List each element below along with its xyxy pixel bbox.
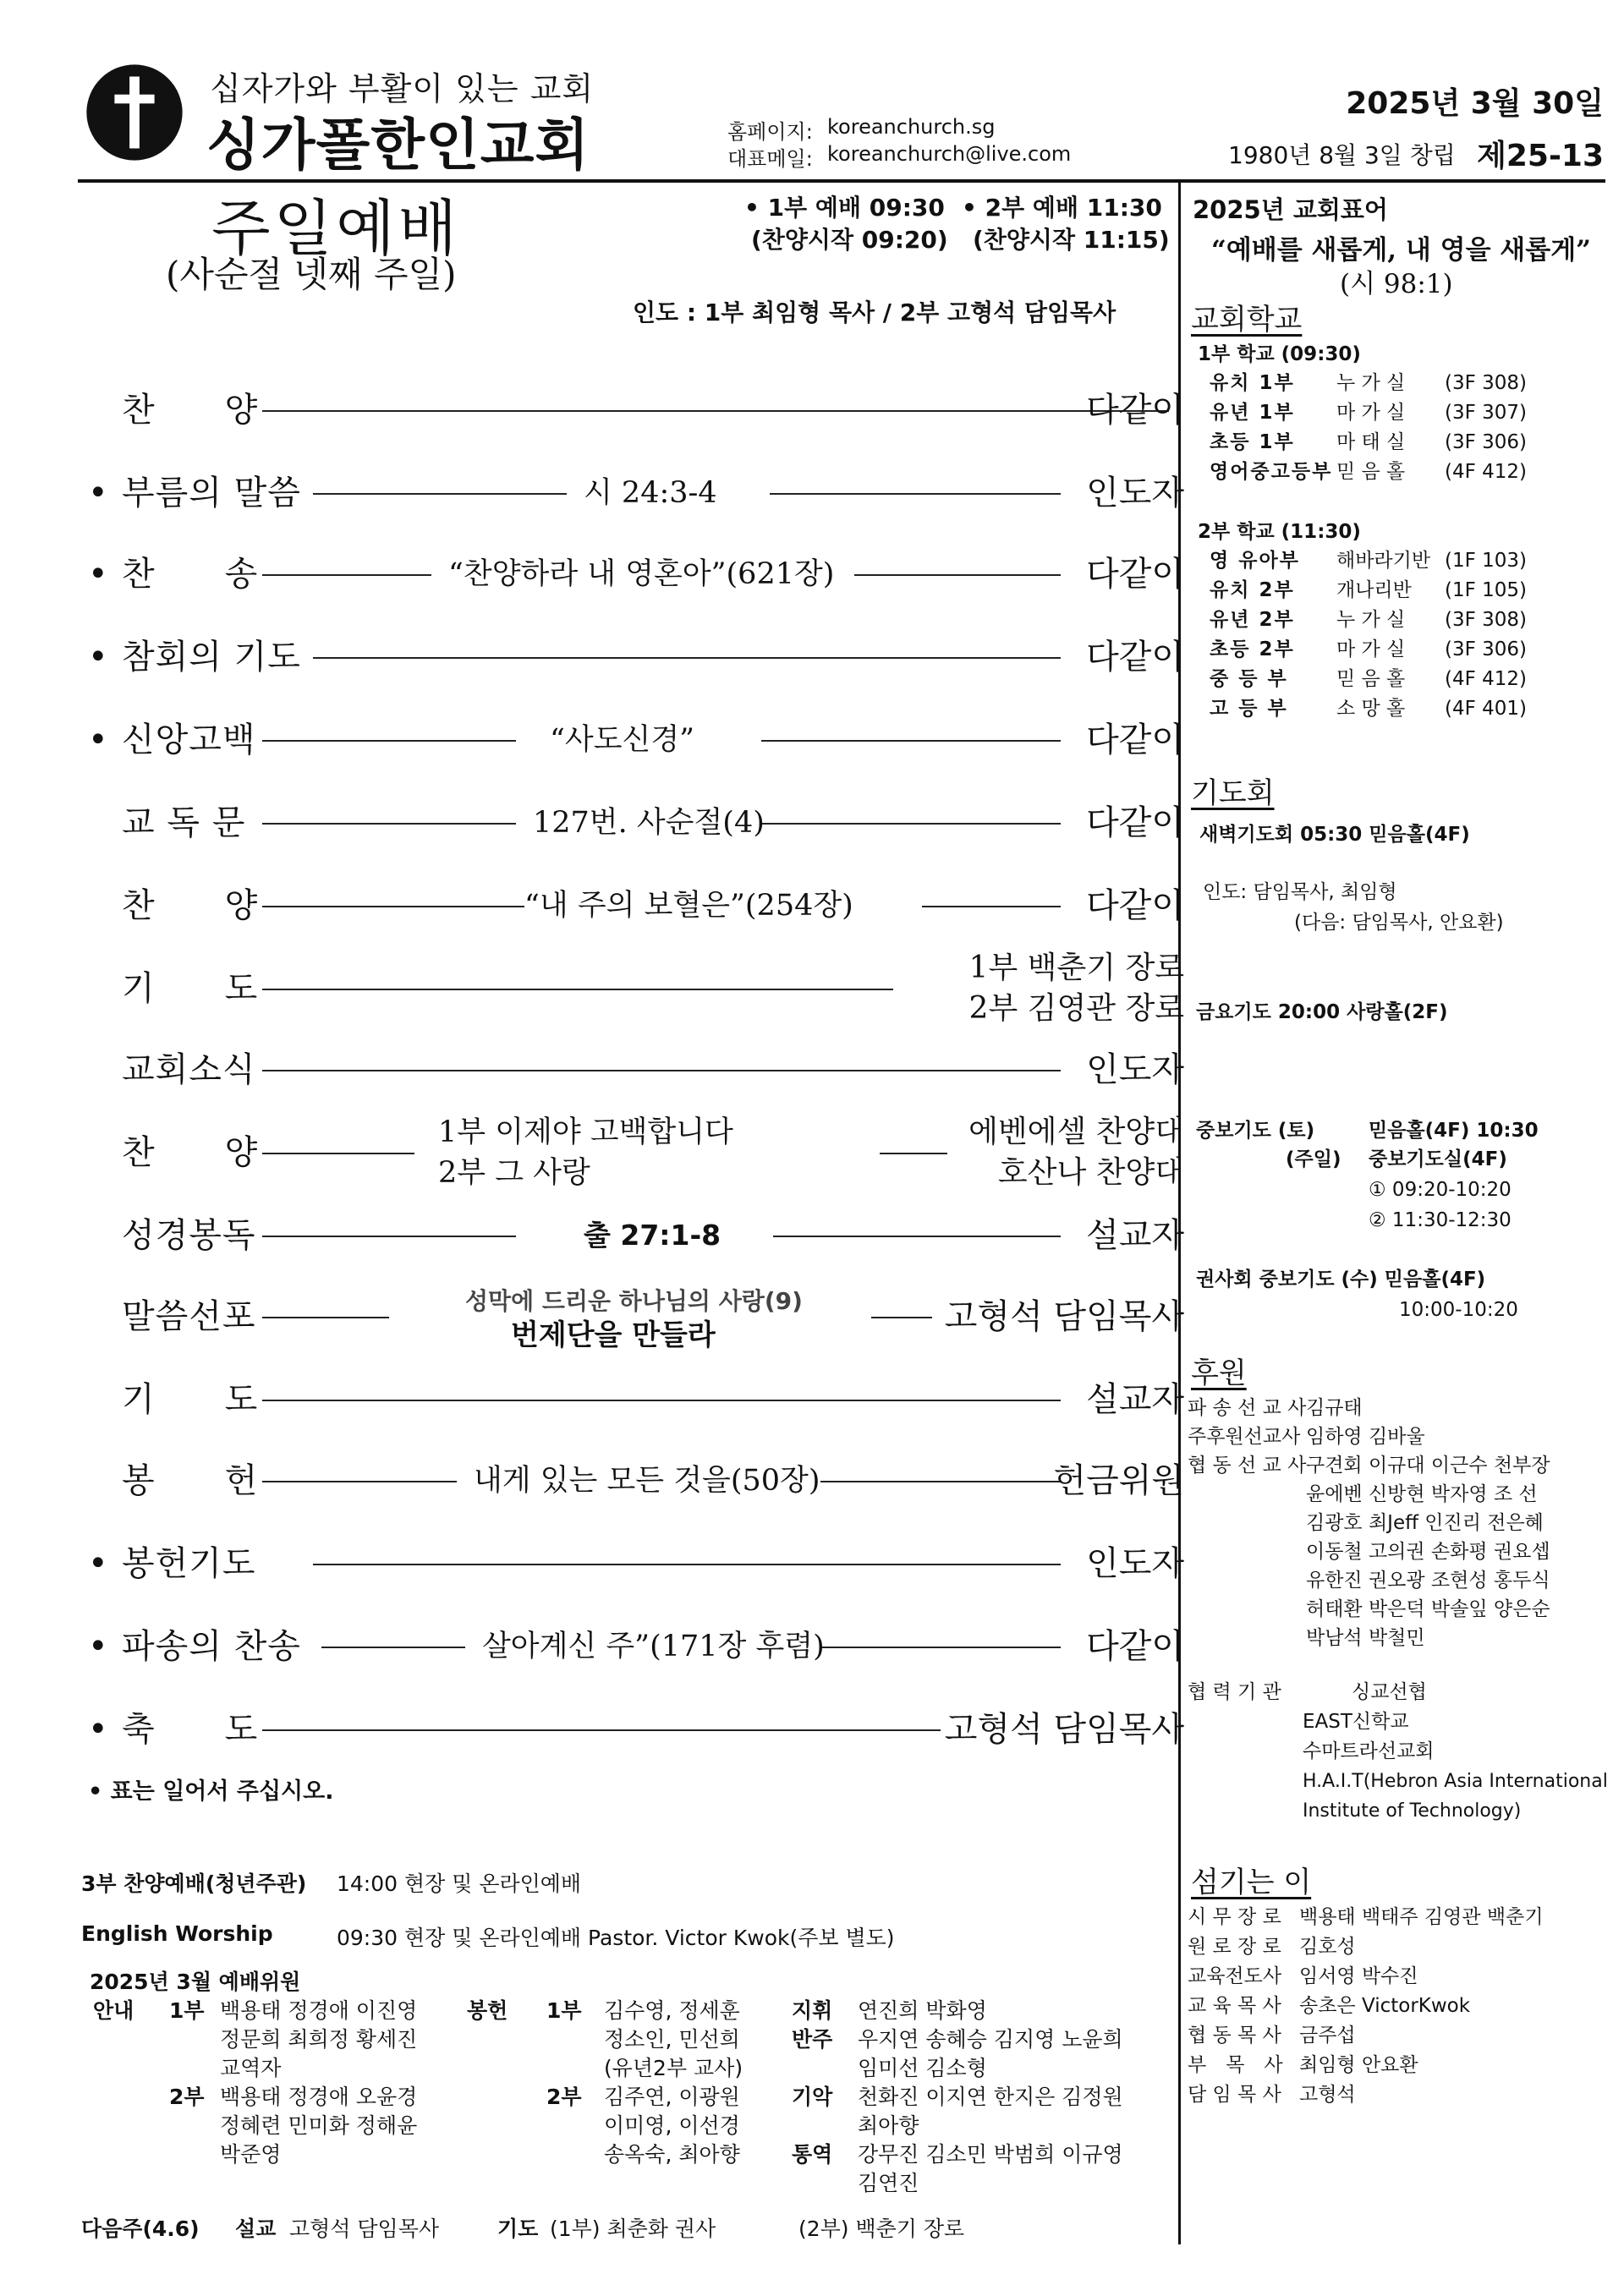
order-mid: 127번. 사순절(4)	[533, 806, 765, 840]
staff-role: 시 무 장 로	[1188, 1906, 1281, 1928]
leader-line	[262, 410, 1169, 412]
coop-missionary-line: 유한진 권오광 조현성 홍두식	[1306, 1570, 1550, 1592]
leader-line	[880, 1153, 947, 1154]
leader-line	[262, 1070, 1061, 1071]
bullet-icon: •	[88, 555, 108, 594]
school-dept: 유치 2부	[1210, 579, 1295, 601]
guide-2-label: 2부	[169, 2085, 205, 2109]
bulletin-date: 2025년 3월 30일	[1346, 86, 1604, 121]
staff-names: 송초은 VictorKwok	[1299, 1995, 1471, 2017]
order-right: 다같이	[1086, 1627, 1184, 1666]
order-label: 찬 양	[122, 391, 259, 430]
school-location: (4F 401)	[1445, 698, 1528, 720]
school-location: (4F 412)	[1445, 668, 1528, 690]
order-row	[88, 1536, 1184, 1592]
leader-line	[321, 1647, 465, 1648]
instrumental-line: 천화진 이지연 한지은 김정원	[858, 2085, 1123, 2109]
order-mid: “사도신경”	[550, 723, 695, 757]
order-label: 참회의 기도	[122, 638, 301, 677]
offering-1-label: 1부	[546, 1998, 582, 2023]
order-label: 봉헌기도	[122, 1544, 256, 1583]
coop-org-line: Institute of Technology)	[1303, 1800, 1522, 1822]
coop-missionary-label: 협 동 선 교 사	[1188, 1455, 1307, 1477]
order-mid: 1부 이제야 고백합니다	[438, 1115, 733, 1149]
school-dept: 초등 1부	[1210, 431, 1295, 453]
coop-missionary-line: 윤에벤 신방현 박자영 조 선	[1306, 1483, 1538, 1505]
offering-label: 봉헌	[467, 1998, 508, 2023]
order-row	[88, 1619, 1184, 1674]
next-prayer-1: (1부) 최춘화 권사	[550, 2217, 716, 2241]
sermon-title: 번제단을 만들라	[511, 1318, 716, 1352]
coop-org-line: 싱교선협	[1352, 1681, 1427, 1703]
motto-reference: (시 98:1)	[1340, 269, 1453, 299]
order-right: 호산나 찬양대	[997, 1155, 1184, 1190]
order-right: 1부 백춘기 장로	[968, 951, 1184, 985]
deaconess-prayer: 권사회 중보기도 (수) 믿음홀(4F)	[1196, 1269, 1486, 1290]
homepage-link[interactable]: koreanchurch.sg	[827, 115, 996, 139]
interpreter-label: 통역	[792, 2142, 833, 2167]
school-room: 누 가 실	[1336, 609, 1406, 631]
school-room: 누 가 실	[1336, 372, 1406, 394]
instrumental-line: 최아향	[858, 2113, 919, 2138]
order-row	[88, 1701, 1184, 1757]
coop-missionary-line: 박남석 박철민	[1306, 1627, 1425, 1649]
order-right: 에벤에셀 찬양대	[968, 1115, 1184, 1149]
coop-missionary-line: 이동철 고의권 손화평 권요셉	[1306, 1541, 1550, 1563]
school-location: (3F 308)	[1445, 372, 1528, 394]
order-right: 2부 김영관 장로	[968, 991, 1184, 1026]
leader-line	[820, 1481, 1061, 1482]
guide-2-line: 박준영	[220, 2142, 282, 2167]
staff-names: 김호성	[1299, 1936, 1356, 1958]
email-link[interactable]: koreanchurch@live.com	[827, 142, 1072, 166]
order-right: 다같이	[1086, 803, 1184, 842]
order-right: 고형석 담임목사	[944, 1297, 1184, 1336]
leader-line	[761, 740, 1061, 742]
interpreter-line: 강무진 김소민 박범희 이규영	[858, 2142, 1123, 2167]
school-2-title: 2부 학교 (11:30)	[1198, 521, 1361, 543]
order-row	[93, 1287, 1184, 1352]
coop-org-line: 수마트라선교회	[1303, 1740, 1435, 1762]
staff-names: 임서영 박수진	[1299, 1965, 1418, 1987]
interpreter-line: 김연진	[858, 2171, 919, 2195]
dawn-prayer-leader: 인도: 담임목사, 최임형	[1203, 881, 1397, 903]
order-row	[88, 629, 1184, 685]
order-row	[88, 712, 1184, 768]
homepage-label: 홈페이지:	[727, 120, 813, 144]
staff-role: 협 동 목 사	[1188, 2025, 1281, 2047]
leader-line	[262, 1400, 1061, 1401]
school-location: (1F 103)	[1445, 550, 1528, 572]
school-dept: 영어중고등부	[1210, 461, 1333, 483]
leader-line	[770, 493, 1061, 495]
order-label: 교회소식	[122, 1050, 256, 1089]
order-mid: “내 주의 보혈은”(254장)	[524, 889, 853, 923]
order-label: 봉 헌	[122, 1461, 259, 1500]
service1-time: • 1부 예배 09:30	[744, 194, 945, 222]
youth-service-value: 14:00 현장 및 온라인예배	[337, 1871, 582, 1896]
offering-1-line: 김수영, 정세훈	[604, 1998, 740, 2023]
staff-role: 교 육 목 사	[1188, 1995, 1281, 2017]
email-label: 대표메일:	[727, 147, 813, 171]
staff-title: 섬기는 이	[1191, 1866, 1312, 1899]
staff-names: 고형석	[1299, 2084, 1356, 2106]
order-label: 부름의 말씀	[122, 474, 301, 512]
leader-line	[262, 1236, 516, 1237]
offering-2-line: 김주연, 이광원	[604, 2085, 740, 2109]
coop-org-line: H.A.I.T(Hebron Asia International	[1303, 1771, 1608, 1792]
offering-1-line: 정소인, 민선희	[604, 2027, 740, 2052]
offering-2-label: 2부	[546, 2085, 582, 2109]
coop-missionary-line: 구견회 이규대 이근수 천부장	[1306, 1455, 1550, 1477]
staff-names: 백용태 백태주 김영관 백춘기	[1299, 1906, 1544, 1928]
motto-title: 2025년 교회표어	[1193, 195, 1388, 224]
order-row	[88, 546, 1184, 602]
intercession-sun: 중보기도실(4F)	[1369, 1148, 1507, 1170]
order-right: 고형석 담임목사	[944, 1710, 1184, 1749]
school-location: (3F 306)	[1445, 431, 1528, 453]
order-right: 인도자	[1086, 1544, 1184, 1583]
order-right: 인도자	[1086, 1050, 1184, 1089]
church-name: 싱가폴한인교회	[206, 112, 590, 178]
guide-1-line: 교역자	[220, 2056, 282, 2080]
servers-title: 2025년 3월 예배위원	[90, 1970, 301, 1994]
order-row	[93, 1042, 1184, 1098]
accompanist-label: 반주	[792, 2027, 833, 2052]
order-right: 다같이	[1086, 886, 1184, 925]
order-mid: 살아계신 주”(171장 후렴)	[482, 1630, 825, 1663]
leader-line	[761, 823, 1061, 825]
support-title: 후원	[1191, 1356, 1247, 1390]
order-label: 성경봉독	[122, 1216, 256, 1255]
order-row	[93, 795, 1184, 851]
intercession-sat-label: 중보기도 (토)	[1196, 1120, 1315, 1142]
leader-line	[262, 574, 431, 576]
order-label: 신앙고백	[122, 721, 256, 759]
dawn-prayer: 새벽기도회 05:30 믿음홀(4F)	[1199, 824, 1470, 846]
order-label: 찬 양	[122, 886, 259, 925]
bullet-icon: •	[88, 638, 108, 677]
coop-org-label: 협 력 기 관	[1188, 1681, 1281, 1703]
school-title: 교회학교	[1191, 303, 1303, 337]
school-1-title: 1부 학교 (09:30)	[1198, 343, 1361, 365]
leader-line	[871, 1317, 932, 1318]
order-label: 기 도	[122, 969, 259, 1008]
order-right: 헌금위원	[1053, 1461, 1184, 1500]
weekend-missionary-names: 임하영 김바울	[1306, 1426, 1425, 1448]
leader-line	[262, 1153, 414, 1154]
church-subtitle: 십자가와 부활이 있는 교회	[210, 70, 595, 107]
worship-leaders: 인도 : 1부 최임형 목사 / 2부 고형석 담임목사	[633, 299, 1116, 326]
accompanist-line: 임미선 김소형	[858, 2056, 987, 2080]
order-row	[93, 1208, 1184, 1263]
school-location: (3F 308)	[1445, 609, 1528, 631]
order-label: 말씀선포	[122, 1297, 256, 1336]
order-row	[93, 878, 1184, 934]
friday-prayer: 금요기도 20:00 사랑홀(2F)	[1196, 1001, 1448, 1023]
staff-role: 원 로 장 로	[1188, 1936, 1281, 1958]
weekend-missionary-label: 주후원선교사	[1188, 1426, 1301, 1448]
school-dept: 유치 1부	[1210, 372, 1295, 394]
school-location: (3F 306)	[1445, 638, 1528, 660]
motto-text: “예배를 새롭게, 내 영을 새롭게”	[1211, 235, 1591, 266]
bullet-icon: •	[88, 474, 108, 512]
founded-date: 1980년 8월 3일 창립	[1228, 141, 1456, 169]
school-dept: 중 등 부	[1210, 668, 1288, 690]
intercession-sun-label: (주일)	[1286, 1148, 1341, 1170]
bullet-icon: •	[88, 721, 108, 759]
leader-line	[262, 823, 516, 825]
dawn-prayer-next: (다음: 담임목사, 안요환)	[1294, 912, 1504, 934]
school-room: 개나리반	[1336, 579, 1412, 601]
bullet-icon: •	[88, 1710, 108, 1749]
leader-line	[262, 740, 516, 742]
next-prayer-label: 기도	[497, 2217, 539, 2241]
next-week-label: 다음주(4.6)	[81, 2217, 200, 2241]
offering-1-line: (유년2부 교사)	[604, 2056, 743, 2080]
school-location: (3F 307)	[1445, 402, 1528, 424]
order-row	[93, 1372, 1184, 1427]
leader-line	[313, 1564, 1061, 1565]
order-right: 설교자	[1086, 1216, 1184, 1255]
order-right: 다같이	[1086, 638, 1184, 677]
order-right: 인도자	[1086, 474, 1184, 512]
next-sermon: 고형석 담임목사	[289, 2217, 439, 2241]
school-location: (4F 412)	[1445, 461, 1528, 483]
staff-names: 금주섭	[1299, 2025, 1356, 2047]
youth-service-label: 3부 찬양예배(청년주관)	[81, 1871, 307, 1896]
leader-line	[262, 989, 893, 990]
school-room: 마 가 실	[1336, 638, 1406, 660]
leader-line	[262, 1729, 941, 1731]
order-label: 파송의 찬송	[122, 1627, 301, 1666]
instrumental-label: 기악	[792, 2085, 833, 2109]
staff-role: 교육전도사	[1188, 1965, 1282, 1987]
missionary-label: 파 송 선 교 사	[1188, 1397, 1307, 1419]
staff-role: 부 목 사	[1188, 2054, 1283, 2076]
issue-number: 제25-13	[1477, 139, 1604, 173]
school-dept: 영 유아부	[1210, 550, 1300, 572]
english-worship-value: 09:30 현장 및 온라인예배 Pastor. Victor Kwok(주보 별도)	[337, 1926, 895, 1950]
offering-2-line: 이미영, 이선경	[604, 2113, 740, 2138]
school-room: 마 가 실	[1336, 402, 1406, 424]
deaconess-prayer-time: 10:00-10:20	[1399, 1299, 1518, 1321]
order-mid: 2부 그 사랑	[438, 1156, 590, 1190]
leader-line	[820, 1647, 1061, 1648]
order-label: 교 독 문	[122, 803, 246, 842]
guide-1-label: 1부	[169, 1998, 205, 2023]
order-right: 다같이	[1086, 555, 1184, 594]
school-dept: 고 등 부	[1210, 698, 1288, 720]
coop-org-line: EAST신학교	[1303, 1711, 1409, 1733]
intercession-sun-1: ① 09:20-10:20	[1369, 1179, 1512, 1201]
staff-names: 최임형 안요환	[1299, 2054, 1418, 2076]
school-room: 믿 음 홀	[1336, 461, 1406, 483]
order-row	[93, 1453, 1184, 1509]
guide-2-line: 정혜련 민미화 정해윤	[220, 2113, 418, 2138]
church-cross-logo-icon	[85, 63, 184, 162]
worship-subtitle: (사순절 넷째 주일)	[166, 254, 457, 295]
leader-line	[773, 1236, 1061, 1237]
leader-line	[854, 574, 1061, 576]
order-mid: 시 24:3-4	[584, 476, 717, 510]
order-label: 찬 송	[122, 555, 259, 594]
intercession-sun-2: ② 11:30-12:30	[1369, 1209, 1512, 1231]
order-label: 축 도	[122, 1710, 259, 1749]
school-dept: 유년 2부	[1210, 609, 1295, 631]
coop-missionary-line: 허태환 박은덕 박솔잎 양은순	[1306, 1598, 1550, 1620]
leader-line	[313, 493, 567, 495]
next-prayer-2: (2부) 백춘기 장로	[798, 2217, 965, 2241]
guide-1-line: 백용태 정경애 이진영	[220, 1998, 418, 2023]
worship-title: 주일예배	[211, 193, 461, 264]
leader-line	[922, 906, 1061, 907]
missionary-names: 김규태	[1306, 1397, 1363, 1419]
guide-1-line: 정문희 최희정 황세진	[220, 2027, 418, 2052]
english-worship-label: English Worship	[81, 1921, 273, 1946]
school-room: 마 태 실	[1336, 431, 1406, 453]
prayer-meeting-title: 기도회	[1191, 776, 1275, 810]
school-room: 소 망 홀	[1336, 698, 1406, 720]
order-label: 기 도	[122, 1380, 259, 1419]
leader-line	[262, 1317, 389, 1318]
intercession-sat: 믿음홀(4F) 10:30	[1369, 1120, 1539, 1142]
leader-line	[313, 657, 1061, 659]
order-mid: 내게 있는 모든 것을(50장)	[474, 1464, 820, 1498]
order-row	[93, 382, 1184, 438]
conductor-label: 지휘	[792, 1998, 833, 2023]
service1-praise: (찬양시작 09:20)	[751, 226, 948, 254]
coop-missionary-line: 김광호 최Jeff 인진리 전은혜	[1306, 1512, 1544, 1534]
service2-time: • 2부 예배 11:30	[962, 194, 1162, 222]
sermon-series: 성막에 드리운 하나님의 사랑(9)	[465, 1287, 803, 1315]
order-right: 다같이	[1086, 391, 1184, 430]
school-room: 해바라기반	[1336, 550, 1431, 572]
school-dept: 유년 1부	[1210, 402, 1295, 424]
conductor-names: 연진희 박화영	[858, 1998, 987, 2023]
school-room: 믿 음 홀	[1336, 668, 1406, 690]
order-mid: “찬양하라 내 영혼아”(621장)	[448, 557, 835, 591]
service2-praise: (찬양시작 11:15)	[973, 226, 1170, 254]
order-mid: 출 27:1-8	[584, 1219, 721, 1252]
leader-line	[262, 906, 524, 907]
leader-line	[262, 1481, 457, 1482]
bullet-icon: •	[88, 1627, 108, 1666]
bullet-icon: •	[88, 1544, 108, 1583]
order-right: 설교자	[1086, 1380, 1184, 1419]
order-label: 찬 양	[122, 1133, 259, 1172]
school-location: (1F 105)	[1445, 579, 1528, 601]
order-row	[88, 465, 1184, 521]
accompanist-line: 우지연 송혜승 김지영 노윤희	[858, 2027, 1123, 2052]
order-row	[93, 1115, 1184, 1190]
staff-role: 담 임 목 사	[1188, 2084, 1281, 2106]
guide-2-line: 백용태 정경애 오윤경	[220, 2085, 418, 2109]
order-row	[93, 951, 1184, 1026]
guide-label: 안내	[93, 1998, 134, 2023]
next-sermon-label: 설교	[235, 2217, 277, 2241]
order-right: 다같이	[1086, 721, 1184, 759]
school-dept: 초등 2부	[1210, 638, 1295, 660]
offering-2-line: 송옥숙, 최아향	[604, 2142, 740, 2167]
standing-note: • 표는 일어서 주십시오.	[88, 1778, 334, 1805]
